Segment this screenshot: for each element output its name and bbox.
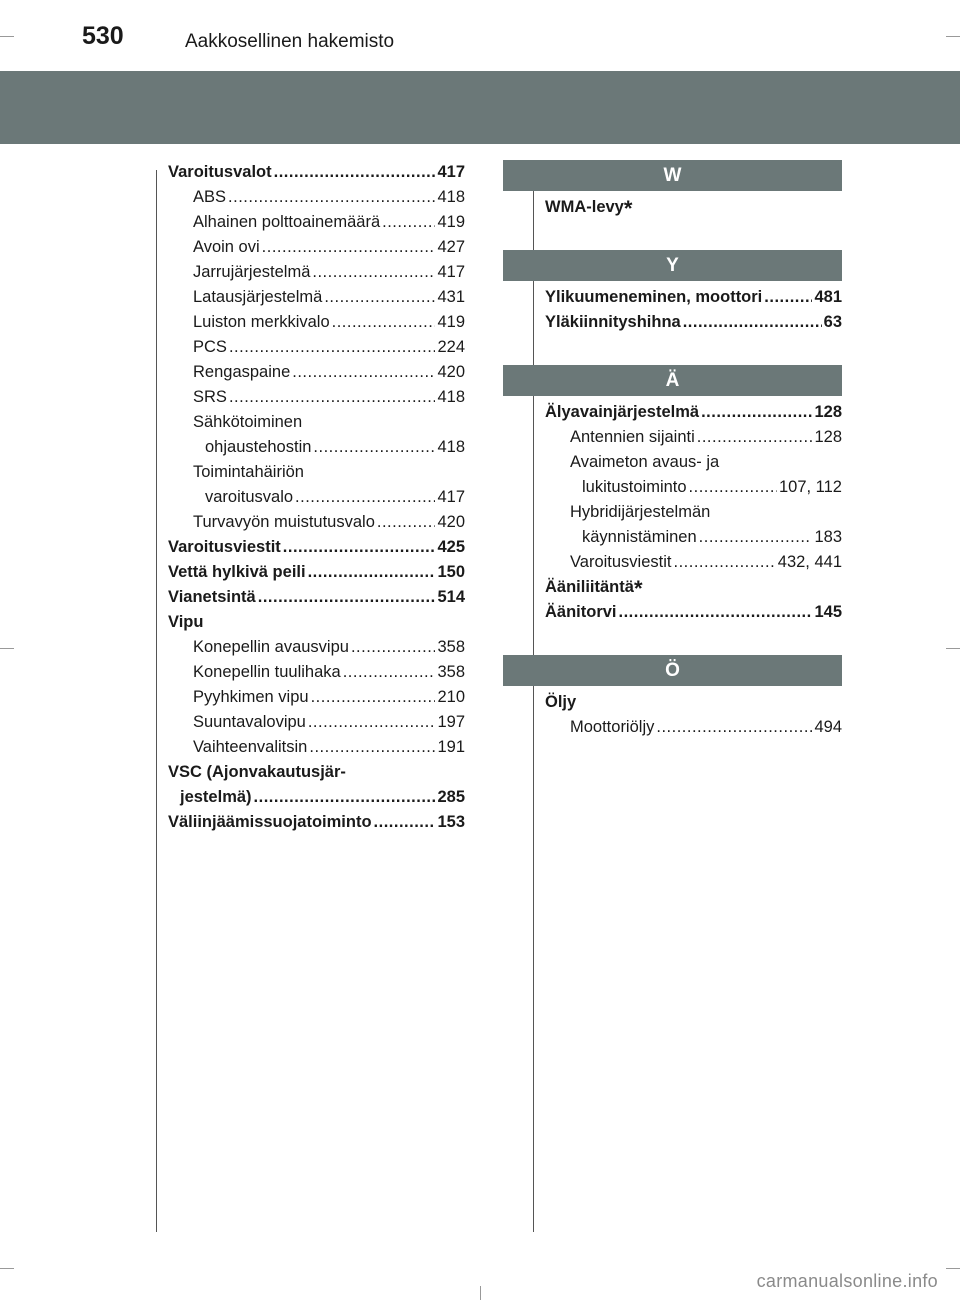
index-entry (168, 760, 465, 785)
index-entry-label: Öljy (545, 693, 577, 711)
crop-mark (0, 648, 14, 649)
dot-leader (697, 425, 813, 450)
index-entry (545, 310, 842, 335)
dot-leader (229, 385, 436, 410)
index-entry-label: Turvavyön muistutusvalo (193, 513, 375, 531)
dot-leader (673, 550, 775, 575)
index-entry-label: Varoitusviestit (570, 553, 672, 571)
index-entry-page: 128 (814, 428, 842, 446)
crop-mark (480, 1286, 481, 1300)
index-entry-label: VSC (Ajonvakautusjär- (168, 763, 346, 781)
dot-leader (313, 435, 435, 460)
index-entry-page: 419 (437, 313, 465, 331)
index-entry (168, 610, 465, 635)
index-entry (545, 500, 842, 525)
index-entry-label: käynnistäminen (582, 528, 697, 546)
crop-mark (946, 648, 960, 649)
dot-leader (324, 285, 435, 310)
index-entry-label: Toimintahäiriön (193, 463, 304, 481)
index-entry-label: Yläkiinnityshihna (545, 313, 681, 331)
index-entry (168, 310, 465, 335)
index-entry (168, 260, 465, 285)
index-entry-label: lukitustoiminto (582, 478, 687, 496)
index-entry (545, 525, 842, 550)
index-entry-label: Varoitusviestit (168, 538, 281, 556)
index-entry-page: 417 (437, 163, 465, 181)
index-entry-label: Sähkötoiminen (193, 413, 303, 431)
index-entry-label: Ylikuumeneminen, moottori (545, 288, 763, 306)
index-entry-label: ABS (193, 188, 227, 206)
index-entry-page: 417 (437, 488, 465, 506)
index-entry-page: 197 (437, 713, 465, 731)
crop-mark (946, 36, 960, 37)
section-letter-header: W (503, 160, 842, 191)
index-entry-label: Äänitorvi (545, 603, 617, 621)
index-entry (545, 600, 842, 625)
crop-mark (946, 1268, 960, 1269)
index-entry-page: 418 (437, 188, 465, 206)
index-entry (168, 710, 465, 735)
index-entry: Ääniliitäntä * (545, 576, 643, 601)
index-entry (168, 410, 465, 435)
index-entry-label: PCS (193, 338, 227, 356)
dot-leader (295, 485, 435, 510)
index-entry-label: Vipu (168, 613, 204, 631)
index-entry-page: 150 (437, 563, 465, 581)
dot-leader (262, 235, 436, 260)
index-entry-label: Antennien sijainti (570, 428, 695, 446)
center-column-rule (533, 170, 534, 1232)
index-entry-label: Latausjärjestelmä (193, 288, 323, 306)
index-entry (168, 385, 465, 410)
index-entry-page: 418 (437, 438, 465, 456)
index-entry-page: 420 (437, 363, 465, 381)
index-entry-page: 183 (814, 528, 842, 546)
index-entry (545, 425, 842, 450)
page-number: 530 (82, 22, 124, 50)
watermark: carmanualsonline.info (756, 1271, 938, 1291)
index-entry (545, 475, 842, 500)
index-entry: WMA-levy * (545, 196, 633, 221)
index-entry-label: Luiston merkkivalo (193, 313, 330, 331)
index-entry-label: Jarrujärjestelmä (193, 263, 311, 281)
index-entry (545, 450, 842, 475)
index-entry-page: 418 (437, 388, 465, 406)
dot-leader (229, 335, 436, 360)
section-letter-header: Ö (503, 655, 842, 686)
index-entry-label: Konepellin tuulihaka (193, 663, 341, 681)
index-entry-page: 425 (437, 538, 465, 556)
index-entry (168, 210, 465, 235)
dot-leader (351, 635, 436, 660)
dot-leader (377, 510, 436, 535)
dot-leader (343, 660, 436, 685)
index-entry-page: 224 (437, 338, 465, 356)
index-entry-label: Varoitusvalot (168, 163, 272, 181)
index-entry (168, 360, 465, 385)
index-entry-page: 128 (814, 403, 842, 421)
index-entry-label: jestelmä) (180, 788, 252, 806)
index-entry-page: 107, 112 (778, 478, 842, 496)
index-entry (545, 550, 842, 575)
index-entry (168, 335, 465, 360)
index-entry-page: 63 (823, 313, 842, 331)
dot-leader (283, 535, 436, 560)
index-entry (168, 160, 465, 185)
index-entry-label: Älyavainjärjestelmä (545, 403, 700, 421)
index-entry (545, 715, 842, 740)
dot-leader (656, 715, 812, 740)
dot-leader (699, 525, 813, 550)
index-entry-page: 153 (437, 813, 465, 831)
index-entry (168, 660, 465, 685)
index-entry-page: 494 (814, 718, 842, 736)
section-letter-header: Ä (503, 365, 842, 396)
index-entry-page: 285 (437, 788, 465, 806)
index-entry (168, 810, 465, 835)
index-entry-page: 210 (437, 688, 465, 706)
dot-leader (701, 400, 812, 425)
index-entry-page: 432, 441 (777, 553, 842, 571)
dot-leader (312, 260, 435, 285)
section-gap (545, 335, 842, 365)
index-entry-label: Avoin ovi (193, 238, 260, 256)
index-entry (168, 460, 465, 485)
index-entry-label: Rengaspaine (193, 363, 291, 381)
dot-leader (308, 710, 436, 735)
dot-leader (292, 360, 435, 385)
index-entry (168, 785, 465, 810)
page-title: Aakkosellinen hakemisto (185, 31, 395, 52)
dot-leader (308, 560, 436, 585)
index-entry-page: 420 (437, 513, 465, 531)
index-entry-page: 514 (437, 588, 465, 606)
dot-leader (258, 585, 436, 610)
section-letter-header: Y (503, 250, 842, 281)
index-entry (168, 685, 465, 710)
index-entry-label: Väliinjäämissuojatoiminto (168, 813, 372, 831)
dot-leader (619, 600, 813, 625)
index-entry (168, 185, 465, 210)
index-entry (168, 560, 465, 585)
index-entry-page: 481 (814, 288, 842, 306)
index-entry (545, 690, 842, 715)
index-entry (168, 585, 465, 610)
index-entry-label: Avaimeton avaus- ja (570, 453, 720, 471)
index-entry-label: Alhainen polttoainemäärä (193, 213, 381, 231)
index-column-left (168, 160, 465, 835)
index-entry-label: Vianetsintä (168, 588, 256, 606)
index-entry (168, 485, 465, 510)
index-entry-page: 145 (814, 603, 842, 621)
index-entry-page: 358 (437, 663, 465, 681)
index-entry-page: 417 (437, 263, 465, 281)
header-band (0, 71, 960, 144)
index-entry-label: SRS (193, 388, 227, 406)
index-entry-label: Konepellin avausvipu (193, 638, 349, 656)
dot-leader (683, 310, 822, 335)
dot-leader (374, 810, 436, 835)
index-entry-label: varoitusvalo (205, 488, 294, 506)
index-entry-label: ohjaustehostin (205, 438, 312, 456)
index-entry (168, 285, 465, 310)
dot-leader (309, 735, 435, 760)
index-entry (545, 285, 842, 310)
index-entry-label: Pyyhkimen vipu (193, 688, 309, 706)
index-entry-page: 358 (437, 638, 465, 656)
index-entry (168, 510, 465, 535)
dot-leader (382, 210, 435, 235)
crop-mark (0, 36, 14, 37)
index-entry-page: 191 (437, 738, 465, 756)
left-column-rule (156, 170, 157, 1232)
index-entry-label: WMA-levy (545, 198, 624, 216)
index-entry-page: 431 (437, 288, 465, 306)
index-entry (168, 635, 465, 660)
dot-leader (254, 785, 436, 810)
index-entry-label: Vettä hylkivä peili (168, 563, 306, 581)
dot-leader (332, 310, 436, 335)
dot-leader (764, 285, 812, 310)
index-entry-label: Vaihteenvalitsin (193, 738, 308, 756)
index-entry-label: Moottoriöljy (570, 718, 655, 736)
dot-leader (274, 160, 436, 185)
index-entry-label: Ääniliitäntä (545, 578, 634, 596)
index-entry (168, 435, 465, 460)
index-entry (168, 735, 465, 760)
dot-leader (689, 475, 777, 500)
page-header (0, 0, 960, 62)
crop-mark (0, 1268, 14, 1269)
index-entry-label: Suuntavalovipu (193, 713, 306, 731)
dot-leader (311, 685, 436, 710)
index-entry-page: 419 (437, 213, 465, 231)
index-entry-page: 427 (437, 238, 465, 256)
section-gap (545, 625, 842, 655)
index-column-right (545, 160, 842, 740)
section-gap (545, 220, 842, 250)
index-entry-label: Hybridijärjestelmän (570, 503, 711, 521)
index-entry (545, 400, 842, 425)
index-entry (168, 535, 465, 560)
dot-leader (228, 185, 435, 210)
index-entry (168, 235, 465, 260)
